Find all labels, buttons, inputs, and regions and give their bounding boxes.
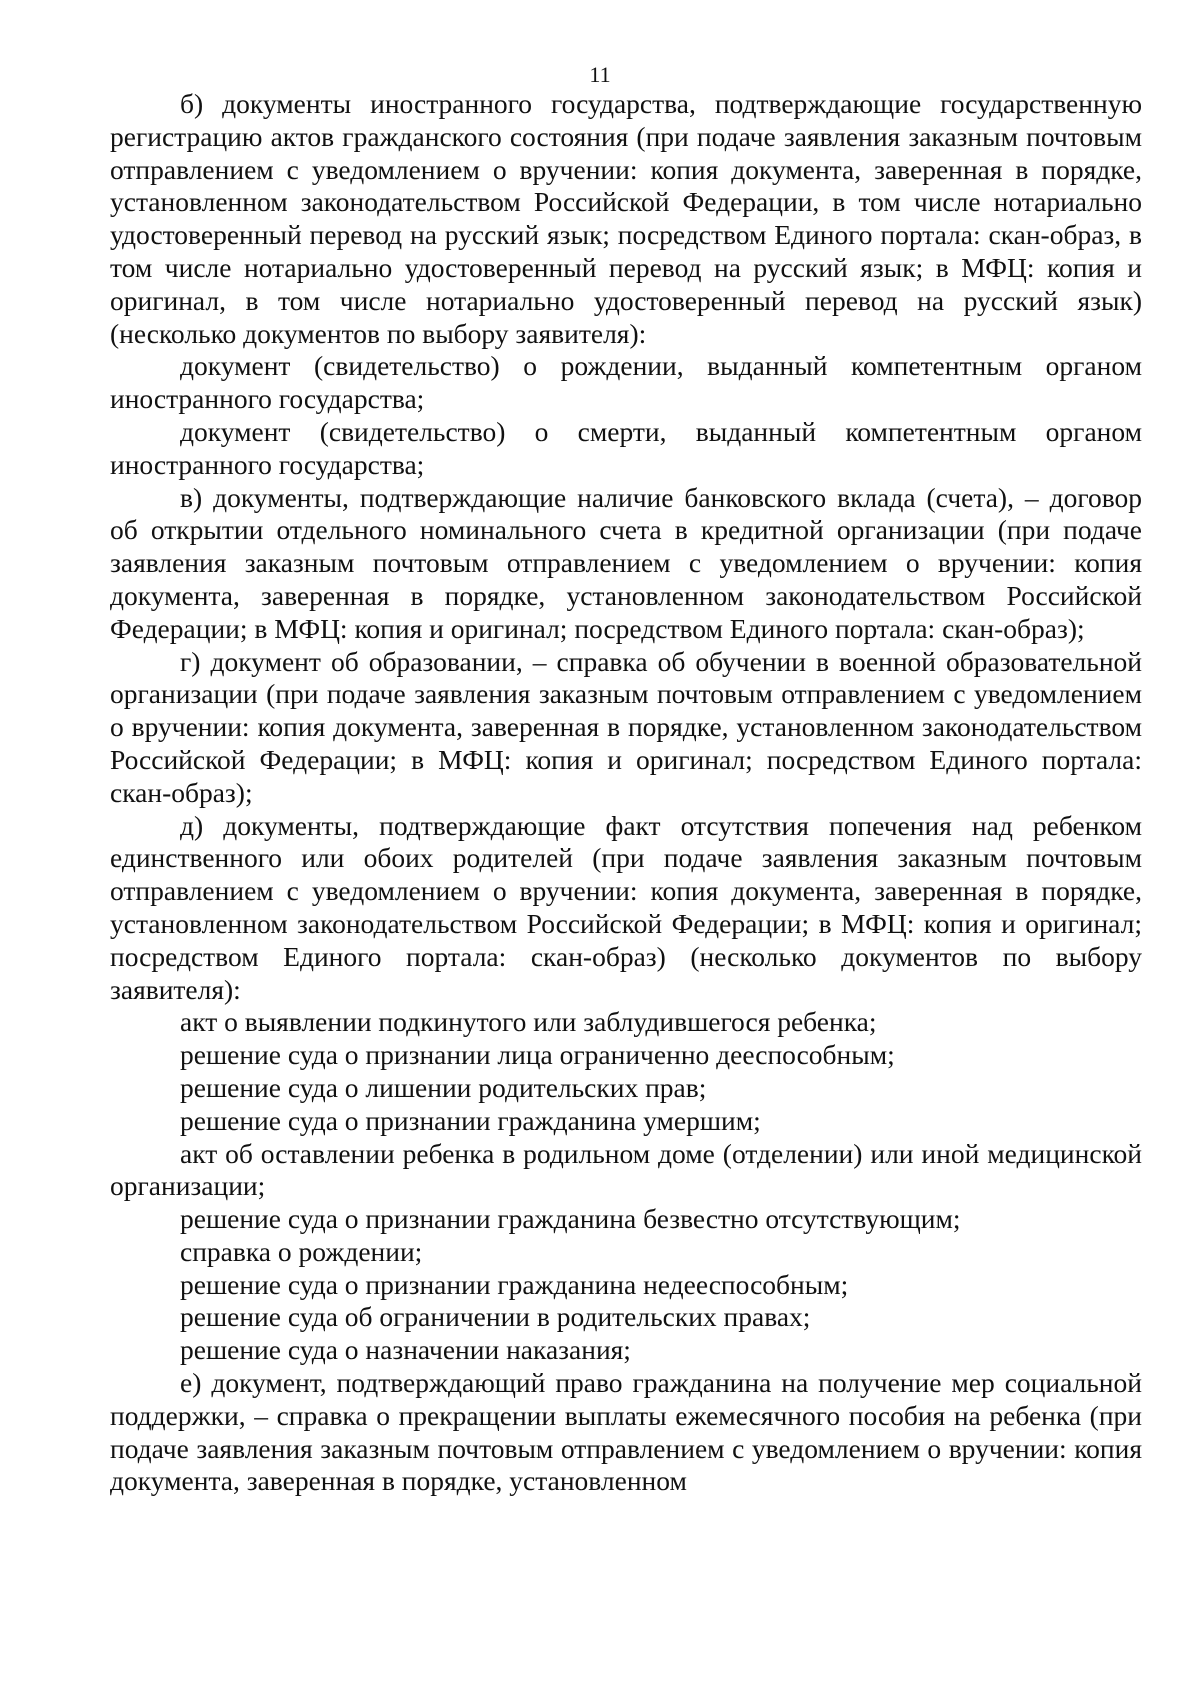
paragraph-b: б) документы иностранного государства, подтверждающие государственную регистрацию актов гражданского состояния (при подаче заявления заказным почтовым отправлением с уведомлением о вручении: копия документа, заверенная в порядке, установленном законодательством Российской Федерации, в том числе нотариально удостоверенный перевод на русский язык; посредством Единого портала: скан-образ, в том числе нотариально удостоверенный перевод на русский язык; в МФЦ: копия и оригинал, в том числе нотариально удостоверенный перевод на русский язык) (несколько документов по выбору заявителя): bbox=[110, 88, 1142, 349]
paragraph-d-item-1: акт о выявлении подкинутого или заблудившегося ребенка; bbox=[180, 1006, 877, 1038]
paragraph-b-item-2: документ (свидетельство) о смерти, выданный компетентным органом иностранного государства; bbox=[110, 415, 1142, 480]
paragraph-v: в) документы, подтверждающие наличие банковского вклада (счета), – договор об открытии отдельного номинального счета в кредитной организации (при подаче заявления заказным почтовым отправлением с уведомлением о вручении: копия документа, заверенная в порядке, установленном законодательством Российской Федерации; в МФЦ: копия и оригинал; посредством Единого портала: скан-образ); bbox=[110, 481, 1142, 644]
paragraph-e: е) документ, подтверждающий право гражданина на получение мер социальной поддержки, – справка о прекращении выплаты ежемесячного пособия на ребенка (при подаче заявления заказным почтовым отправлением с уведомлением о вручении: копия документа, заверенная в порядке, установленном bbox=[110, 1367, 1142, 1497]
document-body bbox=[110, 88, 1142, 1498]
paragraph-d-item-3: решение суда о лишении родительских прав; bbox=[180, 1071, 707, 1103]
paragraph-d-item-4: решение суда о признании гражданина умершим; bbox=[180, 1104, 761, 1136]
paragraph-d-item-6: решение суда о признании гражданина безвестно отсутствующим; bbox=[180, 1203, 961, 1235]
paragraph-d-item-2: решение суда о признании лица ограниченно дееспособным; bbox=[180, 1039, 895, 1071]
paragraph-d-item-7: справка о рождении; bbox=[180, 1235, 423, 1267]
paragraph-d-item-5: акт об оставлении ребенка в родильном доме (отделении) или иной медицинской организации; bbox=[110, 1137, 1142, 1202]
paragraph-b-item-1: документ (свидетельство) о рождении, выданный компетентным органом иностранного государства; bbox=[110, 350, 1142, 415]
paragraph-d-item-9: решение суда об ограничении в родительских правах; bbox=[180, 1301, 811, 1333]
page-number: 11 bbox=[589, 62, 611, 87]
paragraph-d-item-8: решение суда о признании гражданина недееспособным; bbox=[180, 1268, 849, 1300]
paragraph-g: г) документ об образовании, – справка об обучении в военной образовательной организации (при подаче заявления заказным почтовым отправлением с уведомлением о вручении: копия документа, заверенная в порядке, установленном законодательством Российской Федерации; в МФЦ: копия и оригинал; посредством Единого портала: скан-образ); bbox=[110, 645, 1142, 808]
paragraph-d: д) документы, подтверждающие факт отсутствия попечения над ребенком единственного или обоих родителей (при подаче заявления заказным почтовым отправлением с уведомлением о вручении: копия документа, заверенная в порядке, установленном законодательством Российской Федерации; в МФЦ: копия и оригинал; посредством Единого портала: скан-образ) (несколько документов по выбору заявителя): bbox=[110, 809, 1142, 1005]
paragraph-d-item-10: решение суда о назначении наказания; bbox=[180, 1334, 631, 1366]
